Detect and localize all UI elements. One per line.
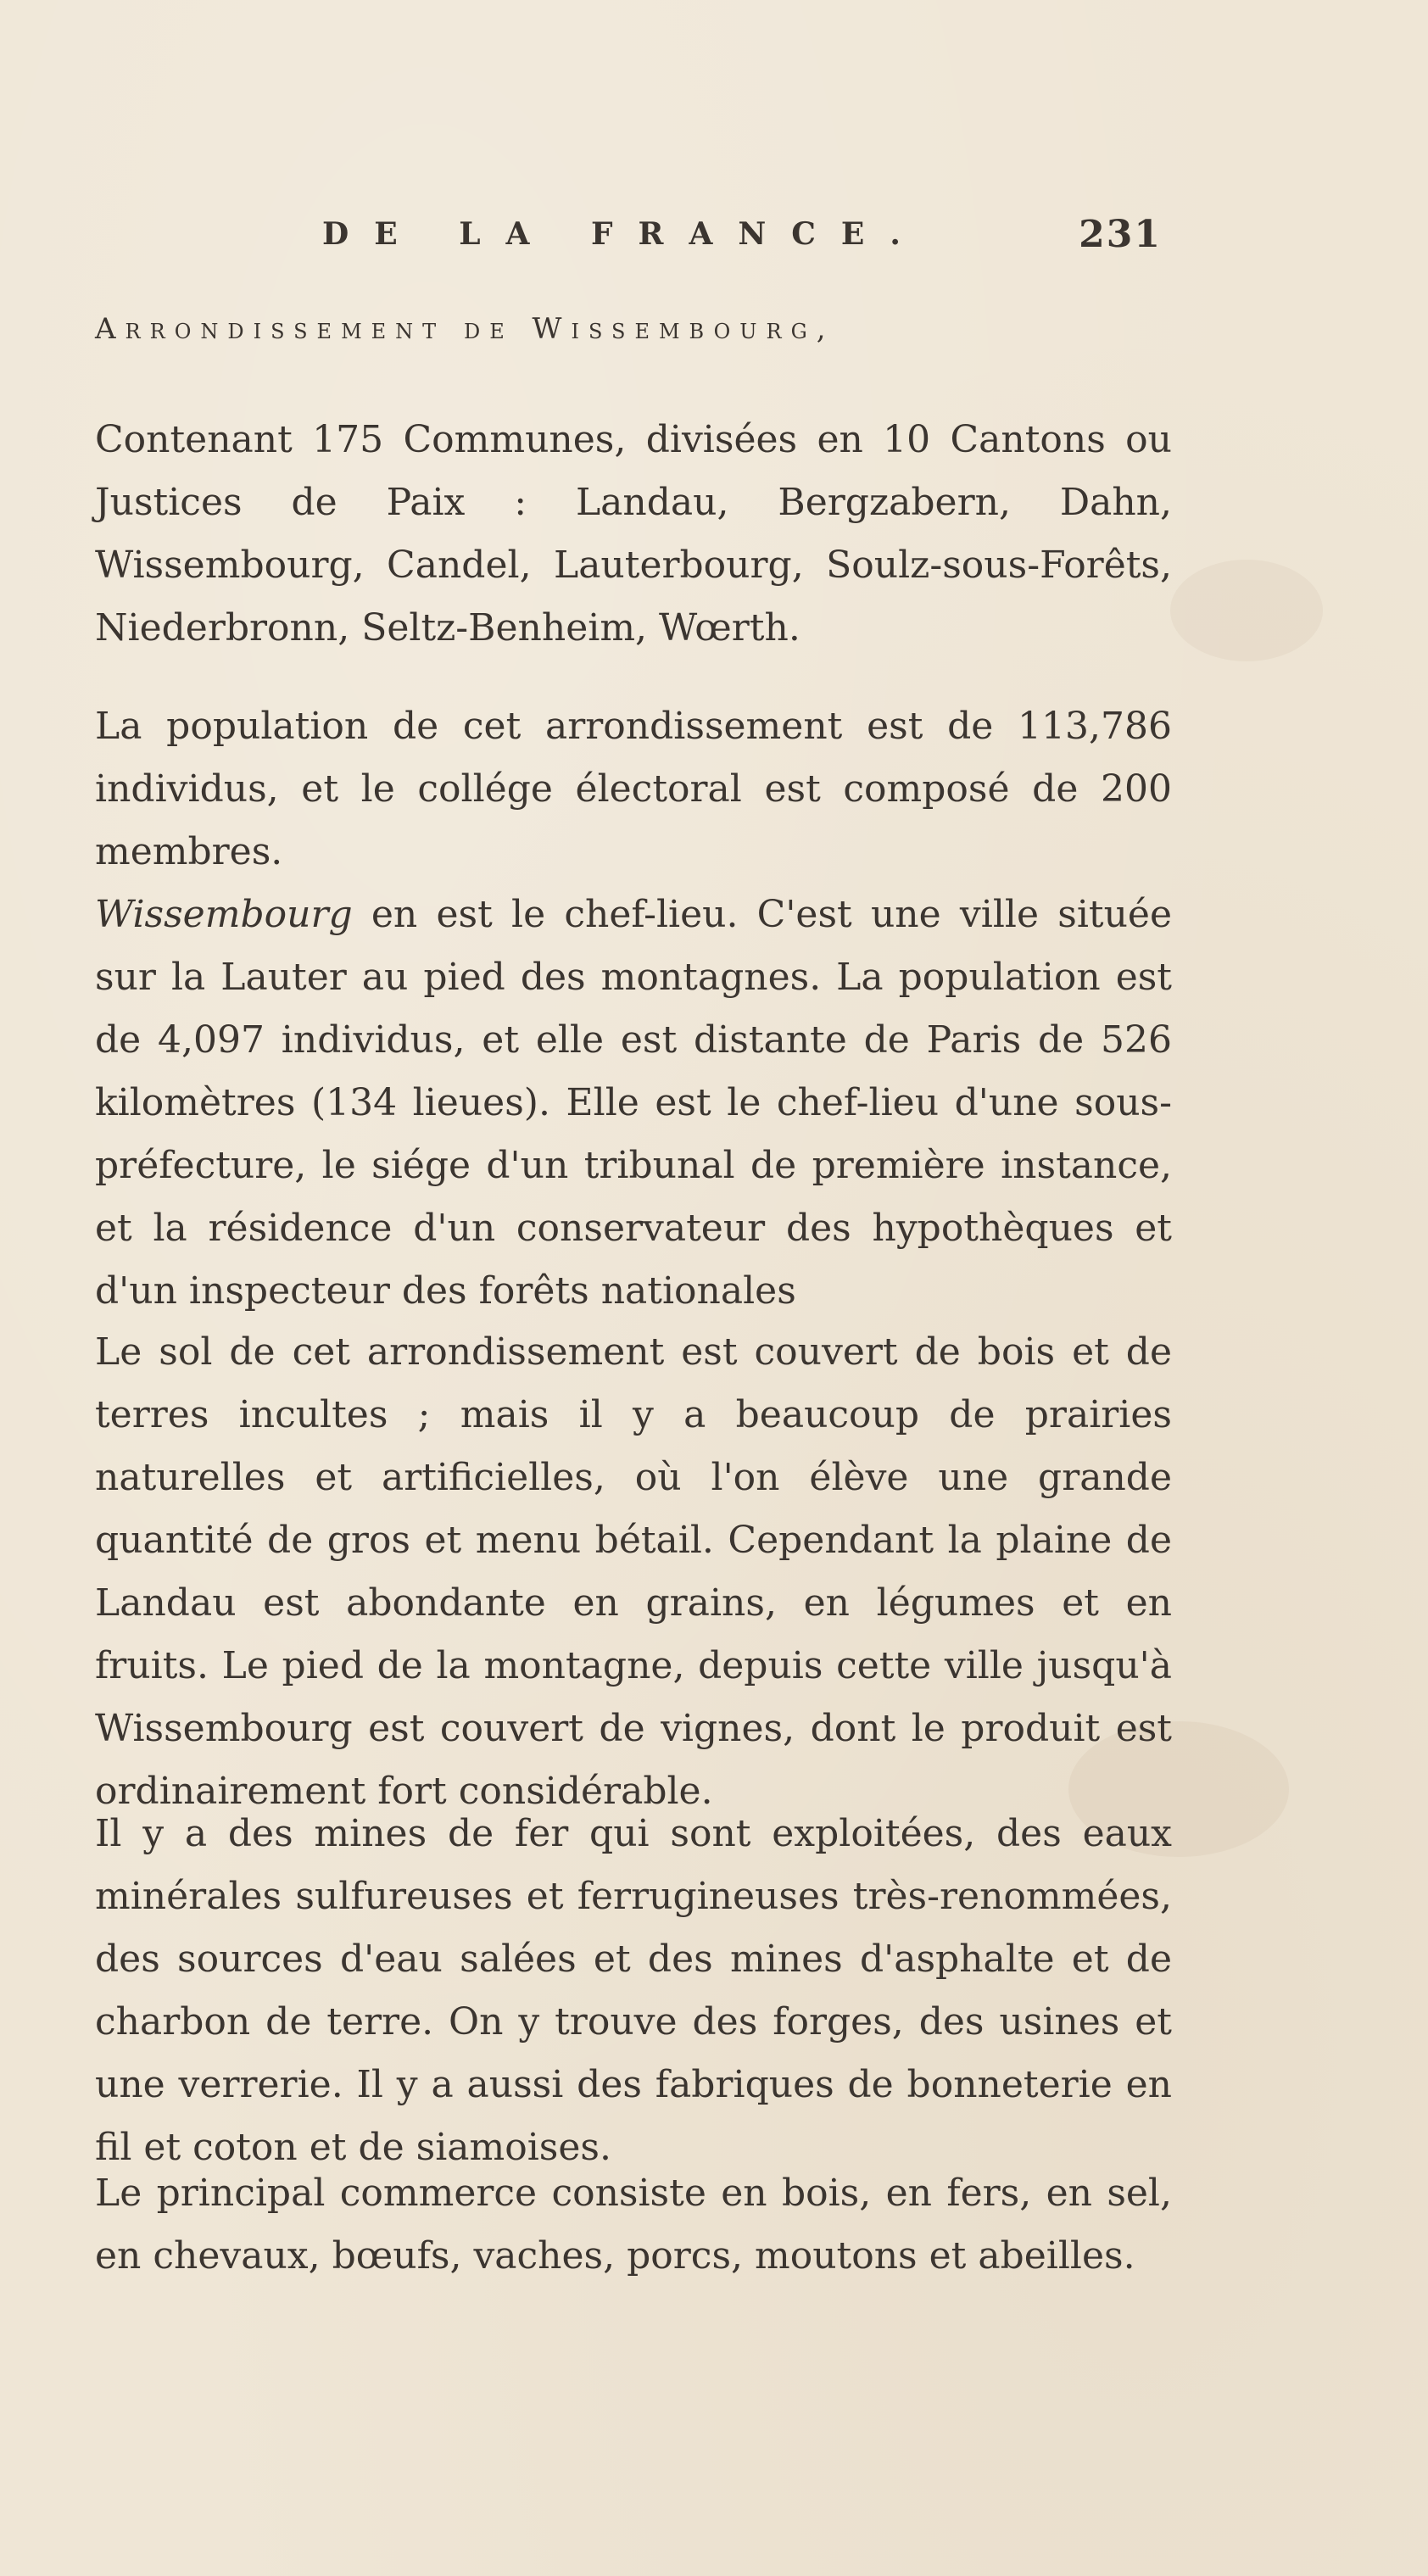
running-title: DE LA FRANCE.: [322, 216, 926, 252]
paper-stain: [1170, 560, 1323, 661]
running-head: [322, 213, 1162, 267]
chef-lieu-name: Wissembourg: [95, 893, 353, 936]
paragraph-mines: Il y a des mines de fer qui sont exploitées, des eaux minérales sulfureuses et ferrugineuses très-renommées, des sources d'eau salées et des mines d'asphalte et de charbon de terre. On y trouve des forges, des usines et une verrerie. Il y a aussi des fabriques de bonneterie en fil et coton et de siamoises.: [95, 1812, 1172, 2169]
paragraph-chef-lieu: [95, 884, 1172, 1323]
section-title: Arrondissement de Wissembourg,: [95, 312, 835, 346]
paragraph-commerce: Le principal commerce consiste en bois, en fers, en sel, en chevaux, bœufs, vaches, porcs, moutons et abeilles.: [95, 2172, 1172, 2278]
paragraph-cantons: Contenant 175 Communes, divisées en 10 Cantons ou Justices de Paix : Landau, Bergzabern, Dahn, Wissembourg, Candel, Lauterbourg, Soulz-sous-Forêts, Niederbronn, Seltz-Benheim, Wœrth.: [95, 418, 1172, 650]
paragraph-population: La population de cet arrondissement est de 113,786 individus, et le collége électoral est composé de 200 membres.: [95, 705, 1172, 873]
page-number: 231: [1079, 213, 1162, 256]
paragraph-soil: Le sol de cet arrondissement est couvert de bois et de terres incultes ; mais il y a beaucoup de prairies naturelles et artificielles, où l'on élève une grande quantité de gros et menu bétail. Cependant la plaine de Landau est abondante en grains, en légumes et en fruits. Le pied de la montagne, depuis cette ville jusqu'à Wissembourg est couvert de vignes, dont le produit est ordinairement fort considérable.: [95, 1330, 1172, 1813]
chef-lieu-text: en est le chef-lieu. C'est une ville située sur la Lauter au pied des montagnes. La population est de 4,097 individus, et elle est distante de Paris de 526 kilomètres (134 lieues). Elle est le chef-lieu d'une sous-préfecture, le siége d'un tribunal de première instance, et la résidence d'un conservateur des hypothèques et d'un inspecteur des forêts nationales: [95, 893, 1172, 1313]
